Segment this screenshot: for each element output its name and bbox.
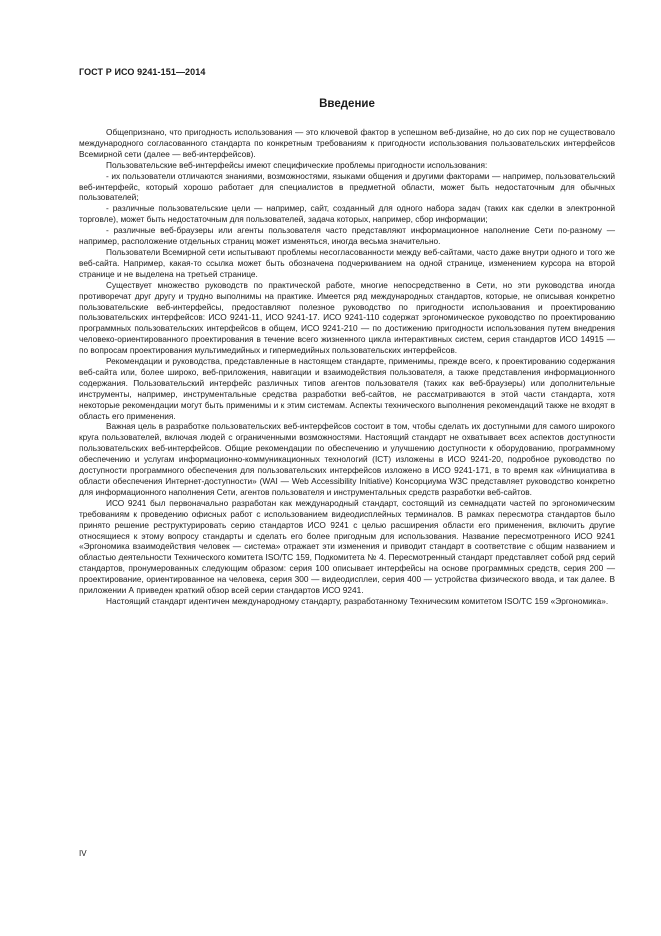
list-item: - различные пользовательские цели — например, сайт, созданный для одного набора задач (таких как сделки в электронной торговле), может быть недостаточным для пользователей, задача которых, например, сбор информации; xyxy=(79,203,615,225)
paragraph: Рекомендации и руководства, представленные в настоящем стандарте, применимы, прежде всего, к проектированию содержания веб-сайта или, более широко, веб-приложения, навигации и взаимодействия пользователя, а также представления информационного содержания. Пользовательский интерфейс различных типов агентов пользователя (таких как веб-браузеры) или дополнительные инструменты, например, инструментальные средства разработки веб-сайтов, не рассматриваются в этой части стандарта, хотя некоторые рекомендации могут быть применимы и к этим системам. Аспекты технического выполнения рекомендаций также не входят в область его применения. xyxy=(79,356,615,421)
paragraph: Общепризнано, что пригодность использования — это ключевой фактор в успешном веб-дизайне, но до сих пор не существовало международного согласованного стандарта по конкретным требованиям к пригодности использования пользовательских интерфейсов Всемирной сети (далее — веб-интерфейсов). xyxy=(79,127,615,159)
paragraph: Существует множество руководств по практической работе, многие непосредственно в Сети, но эти руководства иногда противоречат друг другу и трудно выполнимы на практике. Имеется ряд международных стандартов, которые, не описывая конкретно пользовательские веб-интерфейсы, предоставляют полезное руководство по пригодности использования и проектированию пользовательских интерфейсов: ИСО 9241-11, ИСО 9241-17. ИСО 9241-110 содержат эргономическое руководство по проектированию программных пользовательских интерфейсов в общем, ИСО 9241-210 — по достижению пригодности использования путем внедрения человеко-ориентированного проектирования в течение всего жизненного цикла интерактивных систем, серия стандартов ИСО 14915 — по вопросам проектирования мультимедийных и гипермедийных пользовательских интерфейсов. xyxy=(79,279,615,356)
list-item: - их пользователи отличаются знаниями, возможностями, языками общения и другими факторами — например, пользовательский веб-интерфейс, который хорошо работает для специалистов в предметной области, может быть недостаточным для обычных пользователей; xyxy=(79,170,615,203)
paragraph: Важная цель в разработке пользовательских веб-интерфейсов состоит в том, чтобы сделать их доступными для самого широкого круга пользователей, включая людей с ограниченными возможностями. Настоящий стандарт не охватывает всех аспектов доступности пользовательских веб-интерфейсов. Общие рекомендации по обеспечению и улучшению доступности к оборудованию, программному обеспечению и услугам информационно-коммуникационных технологий (ICT) изложены в ИСО 9241-20, подробное руководство по доступности программного обеспечения для пользовательских интерфейсов изложено в ИСО 9241-171, в то время как «Инициатива в области обеспечения Интернет-доступности» (WAI — Web Accessibility Initiative) Консорциума W3C представляет руководство конкретно для информационного наполнения Сети, агентов пользователя и инструментальных средств разработки веб-сайтов. xyxy=(79,421,615,497)
paragraph: Настоящий стандарт идентичен международному стандарту, разработанному Техническим комитетом ISO/TC 159 «Эргономика». xyxy=(106,595,609,606)
section-title: Введение xyxy=(319,98,375,110)
list-item: - различные веб-браузеры или агенты пользователя часто представляют информационное наполнение Сети по-разному — например, расположение отдельных страниц может изменяться, иногда весьма значительно. xyxy=(79,225,615,247)
paragraph: Пользователи Всемирной сети испытывают проблемы несогласованности между веб-сайтами, часто даже внутри одного и того же веб-сайта. Например, какая-то ссылка может быть обозначена подчеркиванием на одной странице, изменением курсора на второй странице и не выделена на третьей странице. xyxy=(79,246,615,279)
standard-header: ГОСТ Р ИСО 9241-151—2014 xyxy=(79,67,206,77)
paragraph: Пользовательские веб-интерфейсы имеют специфические проблемы пригодности использования: xyxy=(106,159,488,170)
paragraph: ИСО 9241 был первоначально разработан как международный стандарт, состоящий из семнадцати частей по эргономическим требованиям к проведению офисных работ с использованием видеодисплейных терминалов. В рамках пересмотра стандартов было принято решение реструктурировать серию стандартов ИСО 9241 с целью расширения области его применения, включить другие относящиеся к этому вопросу стандарты и сделать его более пригодным для использования. Название пересмотренного ИСО 9241 «Эргономика взаимодействия человек — система» отражает эти изменения и приводит стандарт в соответствие с общим названием и областью деятельности Технического комитета ISO/TC 159, Подкомитета № 4. Пересмотренный стандарт представляет собой ряд серий стандартов, пронумерованных следующим образом: серия 100 описывает интерфейсы на основе программных средств, серия 200 — проектирование, ориентированное на человека, серия 300 — видеодисплеи, серия 400 — устройства физического ввода, и так далее. В приложении А приведен краткий обзор всей серии стандартов ИСО 9241. xyxy=(79,497,615,596)
page-number: IV xyxy=(79,849,87,858)
body-text xyxy=(79,127,615,607)
